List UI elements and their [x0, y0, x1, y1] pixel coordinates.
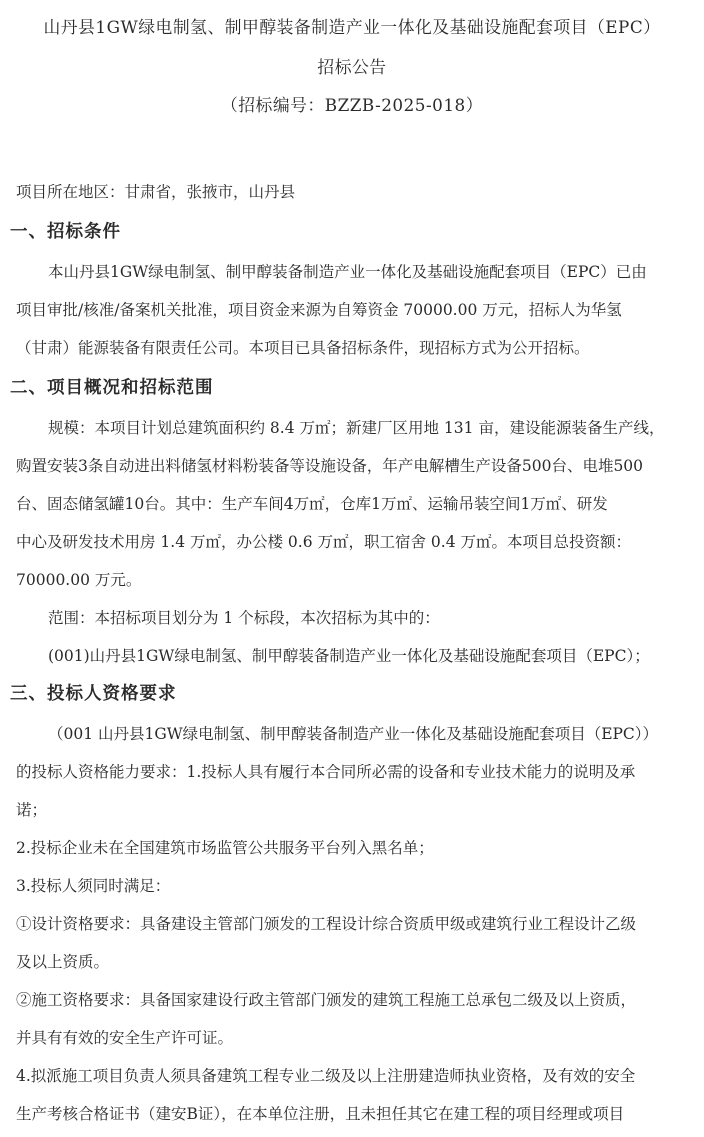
- paragraph-line: 范围：本招标项目划分为 1 个标段，本次招标为其中的：: [48, 609, 440, 627]
- section-heading-bidding-conditions: 一、招标条件: [10, 222, 121, 242]
- paragraph-line: 台、固态储氢罐10台。其中：生产车间4万㎡，仓库1万㎡、运输吊装空间1万㎡、研发: [16, 495, 608, 513]
- paragraph-line: 的投标人资格能力要求：1.投标人具有履行本合同所必需的设备和专业技术能力的说明及承: [16, 763, 636, 781]
- paragraph-line: （001 山丹县1GW绿电制氢、制甲醇装备制造产业一体化及基础设施配套项目（EPC））: [48, 725, 659, 743]
- bid-number: （招标编号：BZZB-2025-018）: [220, 95, 484, 115]
- project-location: 项目所在地区：甘肃省，张掖市，山丹县: [16, 183, 296, 201]
- section-heading-project-overview: 二、项目概况和招标范围: [10, 378, 214, 398]
- paragraph-line: 购置安装3条自动进出料储氢材料粉装备等设施设备，年产电解槽生产设备500台、电堆500: [16, 457, 644, 475]
- paragraph-line: 本山丹县1GW绿电制氢、制甲醇装备制造产业一体化及基础设施配套项目（EPC）已由: [48, 263, 647, 281]
- paragraph-line: 70000.00 万元。: [16, 571, 142, 589]
- section-heading-bidder-qualifications: 三、投标人资格要求: [10, 684, 177, 704]
- paragraph-line: 3.投标人须同时满足：: [16, 877, 171, 895]
- paragraph-line: （甘肃）能源装备有限责任公司。本项目已具备招标条件，现招标方式为公开招标。: [16, 339, 590, 357]
- paragraph-line: 生产考核合格证书（建安B证），在本单位注册，且未担任其它在建工程的项目经理或项目: [16, 1105, 625, 1123]
- paragraph-line: 中心及研发技术用房 1.4 万㎡，办公楼 0.6 万㎡，职工宿舍 0.4 万㎡。本项目总投资额：: [16, 533, 632, 551]
- paragraph-line: 并具有有效的安全生产许可证。: [16, 1029, 234, 1047]
- paragraph-line: ②施工资格要求：具备国家建设行政主管部门颁发的建筑工程施工总承包二级及以上资质，: [16, 991, 637, 1009]
- paragraph-line: 规模：本项目计划总建筑面积约 8.4 万㎡；新建厂区用地 131 亩，建设能源装备生产线，: [48, 419, 665, 437]
- paragraph-line: 2.投标企业未在全国建筑市场监管公共服务平台列入黑名单；: [16, 839, 434, 857]
- document-subtitle: 招标公告: [317, 57, 387, 77]
- paragraph-line: ①设计资格要求：具备建设主管部门颁发的工程设计综合资质甲级或建筑行业工程设计乙级: [16, 915, 637, 933]
- paragraph-line: 项目审批/核准/备案机关批准，项目资金来源为自筹资金 70000.00 万元，招标人为华氢: [16, 301, 622, 319]
- paragraph-line: 诺；: [16, 801, 48, 819]
- document-title: 山丹县1GW绿电制氢、制甲醇装备制造产业一体化及基础设施配套项目（EPC）: [43, 17, 661, 37]
- paragraph-line: 及以上资质。: [16, 953, 110, 971]
- paragraph-line: (001)山丹县1GW绿电制氢、制甲醇装备制造产业一体化及基础设施配套项目（EPC）；: [48, 647, 650, 665]
- paragraph-line: 4.拟派施工项目负责人须具备建筑工程专业二级及以上注册建造师执业资格，及有效的安全: [16, 1067, 636, 1085]
